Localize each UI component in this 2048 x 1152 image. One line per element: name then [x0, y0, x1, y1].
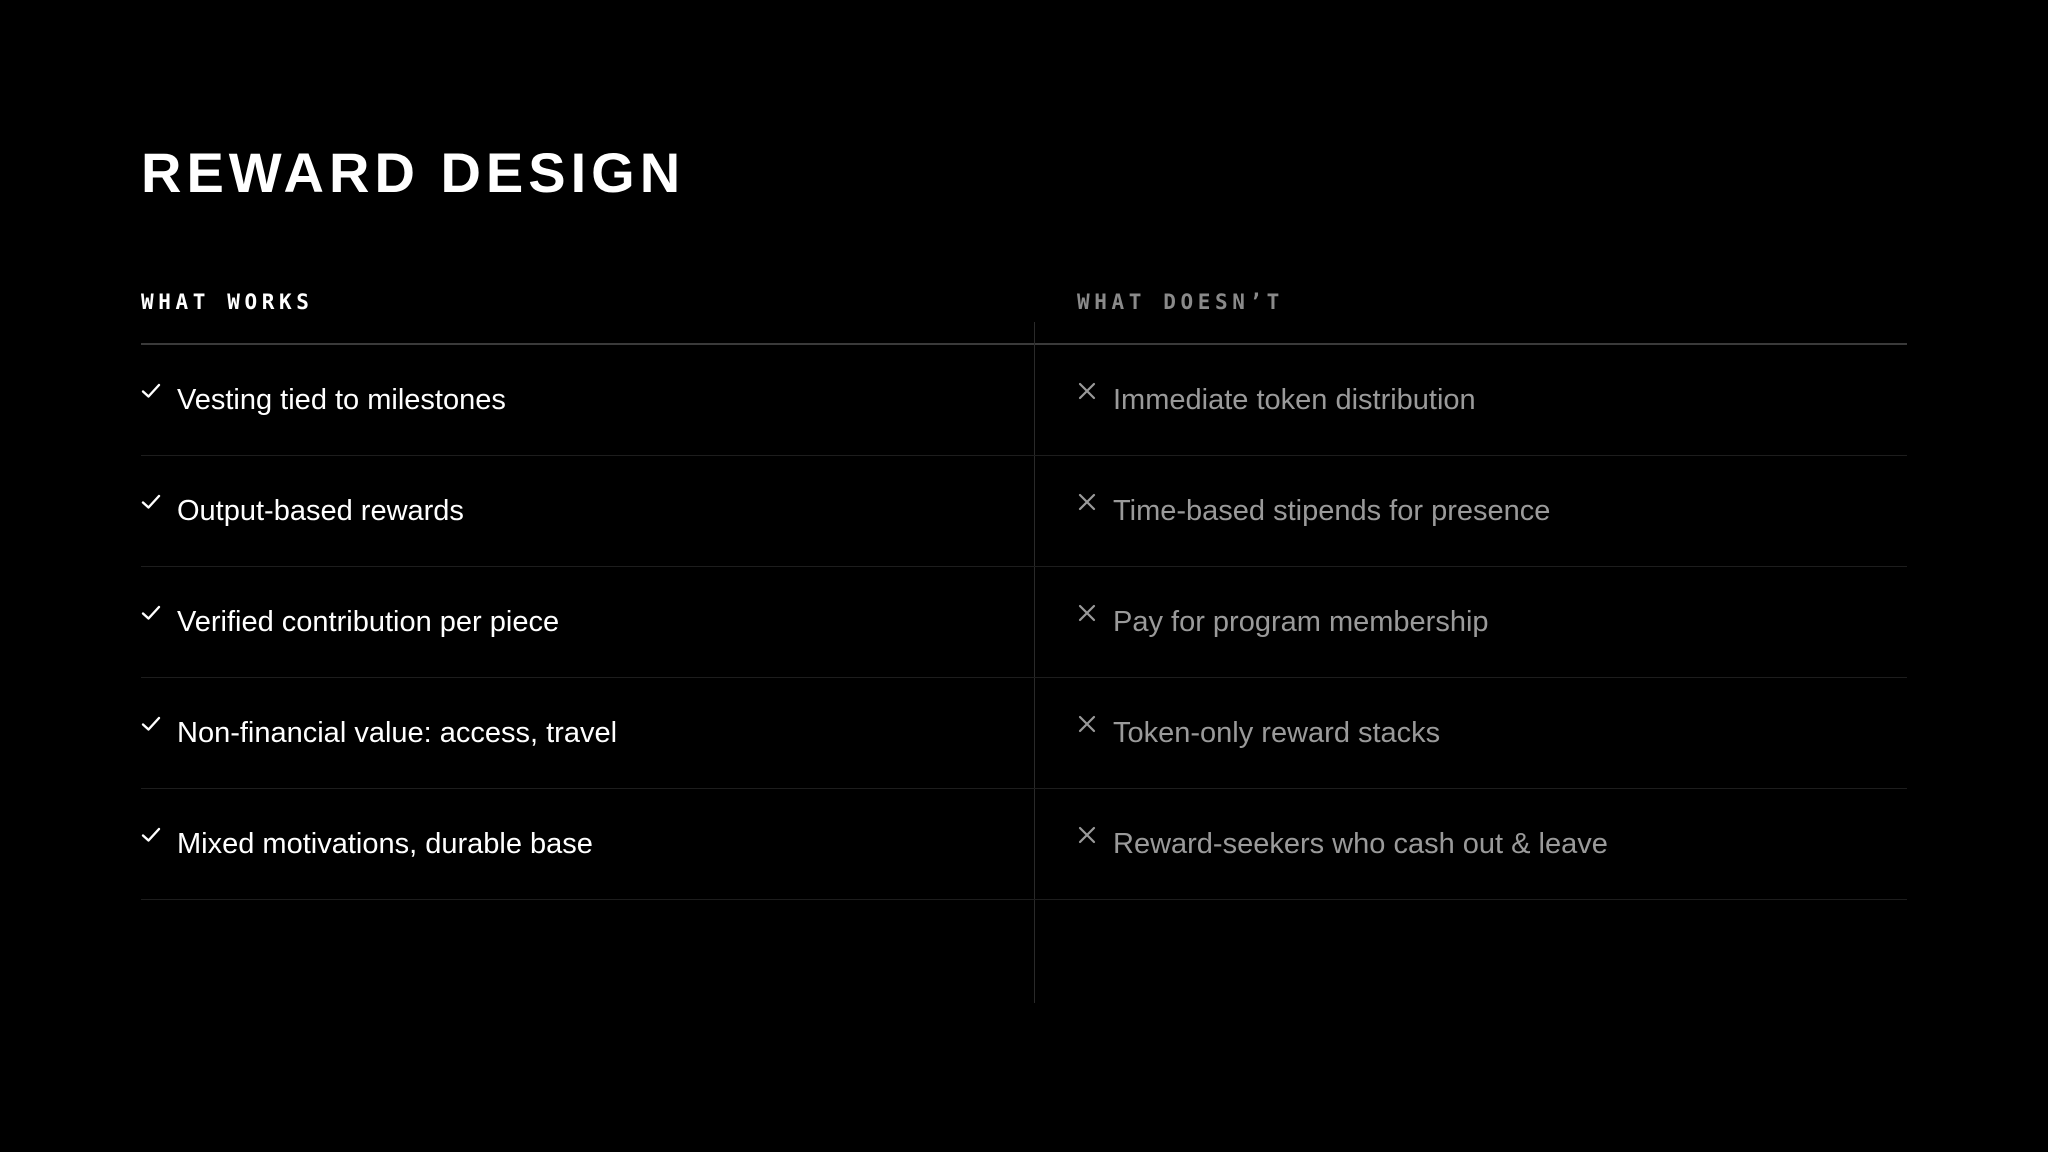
doesnt-item [1077, 345, 1907, 455]
works-item-text: Vesting tied to milestones [177, 384, 506, 416]
works-item [141, 678, 1021, 788]
check-icon [141, 493, 177, 523]
what-doesnt-heading: WHAT DOESN’T [1077, 290, 1284, 314]
cross-icon [1077, 715, 1113, 745]
doesnt-item-text: Immediate token distribution [1113, 384, 1476, 416]
doesnt-item [1077, 678, 1907, 788]
doesnt-item-text: Token-only reward stacks [1113, 717, 1441, 749]
check-icon [141, 604, 177, 634]
works-item [141, 345, 1021, 455]
what-works-heading: WHAT WORKS [141, 290, 314, 314]
cross-icon [1077, 604, 1113, 634]
works-item [141, 789, 1021, 899]
doesnt-item [1077, 789, 1907, 899]
slide-title: REWARD DESIGN [141, 141, 686, 204]
works-item-text: Mixed motivations, durable base [177, 828, 593, 860]
works-item [141, 456, 1021, 566]
doesnt-item [1077, 567, 1907, 677]
comparison-list [141, 345, 1907, 900]
works-item-text: Verified contribution per piece [177, 606, 560, 638]
doesnt-item-text: Reward-seekers who cash out & leave [1113, 828, 1608, 860]
check-icon [141, 826, 177, 856]
check-icon [141, 715, 177, 745]
doesnt-item-text: Time-based stipends for presence [1113, 495, 1551, 527]
works-item [141, 567, 1021, 677]
cross-icon [1077, 826, 1113, 856]
doesnt-item-text: Pay for program membership [1113, 606, 1489, 638]
cross-icon [1077, 382, 1113, 412]
comparison-row [141, 789, 1907, 900]
works-item-text: Output-based rewards [177, 495, 464, 527]
comparison-row [141, 456, 1907, 567]
check-icon [141, 382, 177, 412]
doesnt-item [1077, 456, 1907, 566]
comparison-row [141, 345, 1907, 456]
comparison-row [141, 567, 1907, 678]
cross-icon [1077, 493, 1113, 523]
comparison-row [141, 678, 1907, 789]
works-item-text: Non-financial value: access, travel [177, 717, 618, 749]
